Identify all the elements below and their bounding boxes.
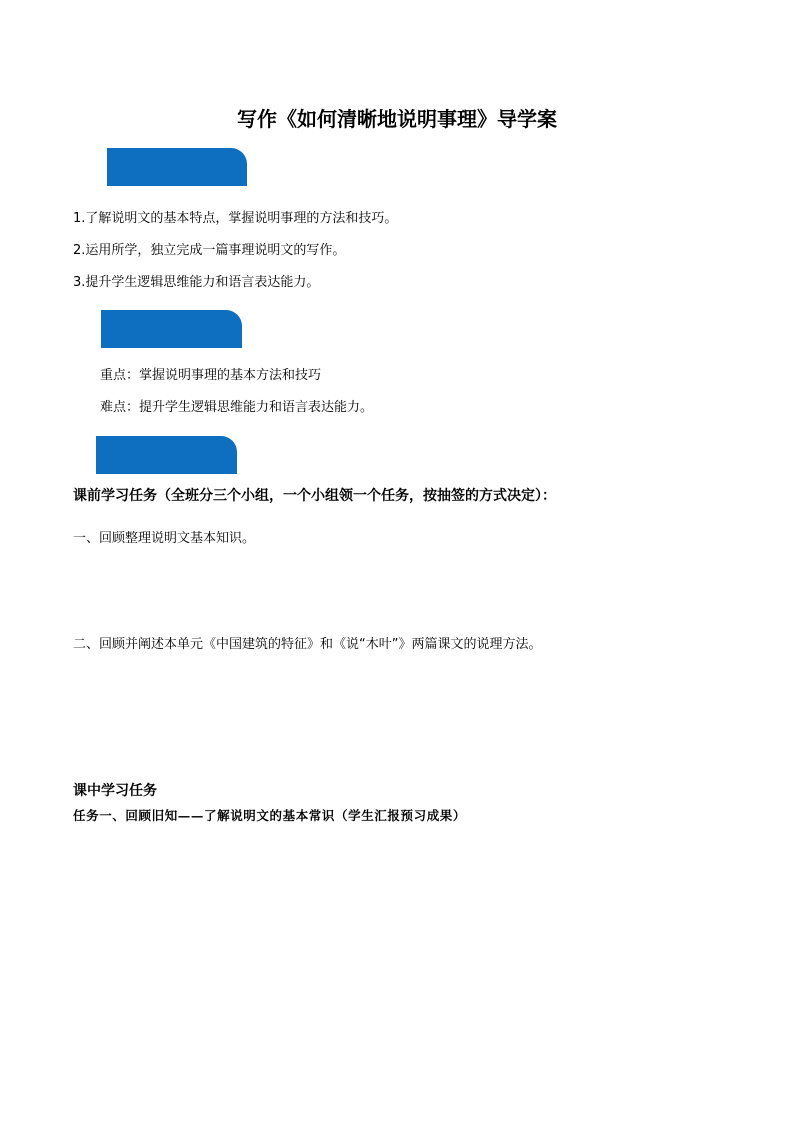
objective-1: 1.了解说明文的基本特点，掌握说明事理的方法和技巧。 bbox=[73, 211, 398, 226]
section-tab-objectives bbox=[107, 148, 247, 186]
pre-task-2: 二、回顾并阐述本单元《中国建筑的特征》和《说“木叶”》两篇课文的说理方法。 bbox=[73, 637, 542, 652]
in-class-heading: 课中学习任务 bbox=[73, 783, 157, 799]
document-title: 写作《如何清晰地说明事理》导学案 bbox=[237, 107, 557, 131]
objective-2: 2.运用所学，独立完成一篇事理说明文的写作。 bbox=[73, 243, 346, 258]
section-tab-process bbox=[96, 436, 237, 474]
objective-3: 3.提升学生逻辑思维能力和语言表达能力。 bbox=[73, 275, 320, 290]
difficult-point: 难点：提升学生逻辑思维能力和语言表达能力。 bbox=[100, 400, 374, 415]
task-one: 任务一、回顾旧知——了解说明文的基本常识（学生汇报预习成果） bbox=[73, 808, 467, 823]
key-point: 重点：掌握说明事理的基本方法和技巧 bbox=[100, 368, 322, 383]
pre-task-1: 一、回顾整理说明文基本知识。 bbox=[73, 531, 256, 546]
pre-class-heading: 课前学习任务（全班分三个小组，一个小组领一个任务，按抽签的方式决定）： bbox=[73, 488, 556, 504]
section-tab-key-points bbox=[101, 310, 242, 348]
